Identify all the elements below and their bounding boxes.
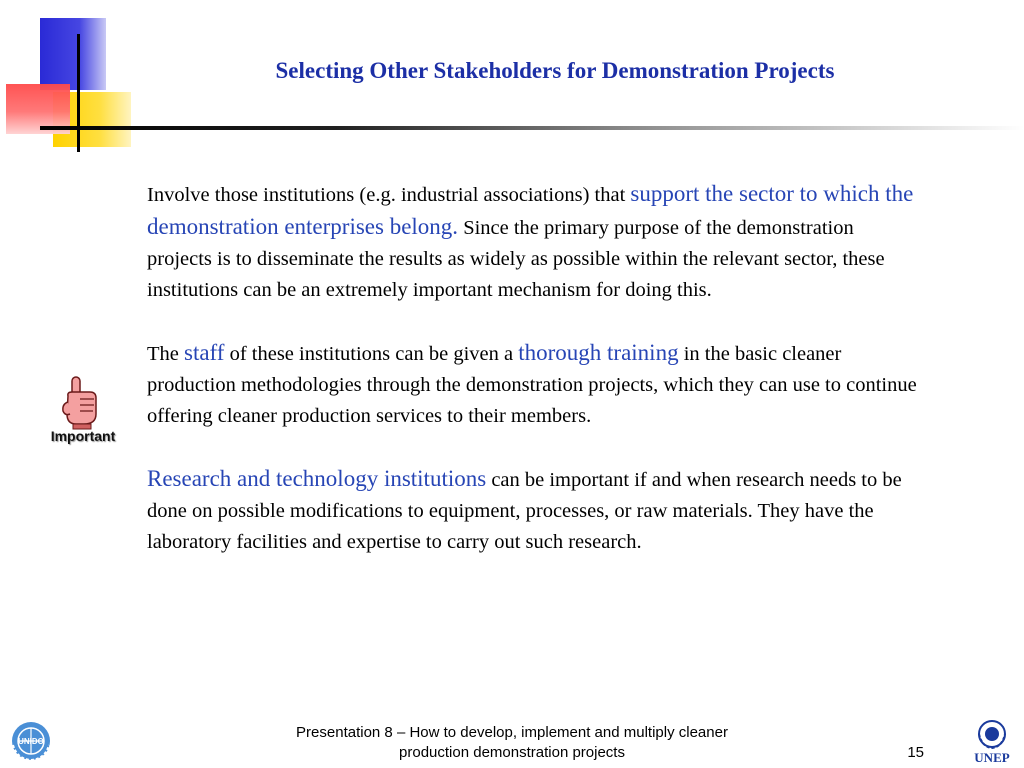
page-number: 15: [907, 744, 924, 761]
slide-body: [147, 178, 919, 589]
highlighted-phrase: support the sector to which the demonstration enterprises belong.: [147, 181, 914, 239]
body-paragraph: [147, 337, 919, 432]
unep-logo-text: UNEP: [974, 750, 1010, 765]
highlighted-phrase: thorough training: [518, 340, 679, 365]
unido-logo: [7, 719, 55, 763]
paragraph-text: can be important if and when research needs to be done on possible modifications to equipment, processes, or raw materials. They have the laboratory facilities and expertise to carry out such research.: [147, 469, 902, 553]
un-emblem-icon: [966, 719, 1018, 751]
paragraph-text: in the basic cleaner production methodologies through the demonstration projects, which they can use to continue offering cleaner production services to their members.: [147, 343, 917, 427]
body-paragraph: [147, 178, 919, 306]
footer-line-1: Presentation 8 – How to develop, implement and multiply cleaner: [296, 724, 728, 741]
title-underline: [40, 126, 1024, 130]
paragraph-text: The: [147, 343, 184, 365]
paragraph-text: Since the primary purpose of the demonstration projects is to disseminate the results as widely as possible within the relevant sector, these institutions can be an extremely important mechanism for doing this.: [147, 217, 885, 301]
footer-caption: [210, 723, 814, 763]
un-emblem-icon: [7, 719, 55, 763]
paragraph-text: of these institutions can be given a: [224, 343, 519, 365]
important-badge: [43, 374, 123, 448]
unido-logo-text: UNIDO: [18, 737, 44, 746]
footer-line-2: production demonstration projects: [399, 744, 625, 761]
important-label: Important: [50, 428, 116, 444]
highlighted-phrase: Research and technology institutions: [147, 466, 487, 491]
pointing-hand-icon: [43, 374, 123, 430]
highlighted-phrase: staff: [184, 340, 225, 365]
body-paragraph: [147, 463, 919, 558]
slide-title: Selecting Other Stakeholders for Demonstration Projects: [275, 58, 835, 83]
decor-vertical-line: [77, 34, 80, 152]
paragraph-text: Involve those institutions (e.g. industrial associations) that: [147, 184, 631, 206]
unep-logo: [966, 719, 1018, 767]
